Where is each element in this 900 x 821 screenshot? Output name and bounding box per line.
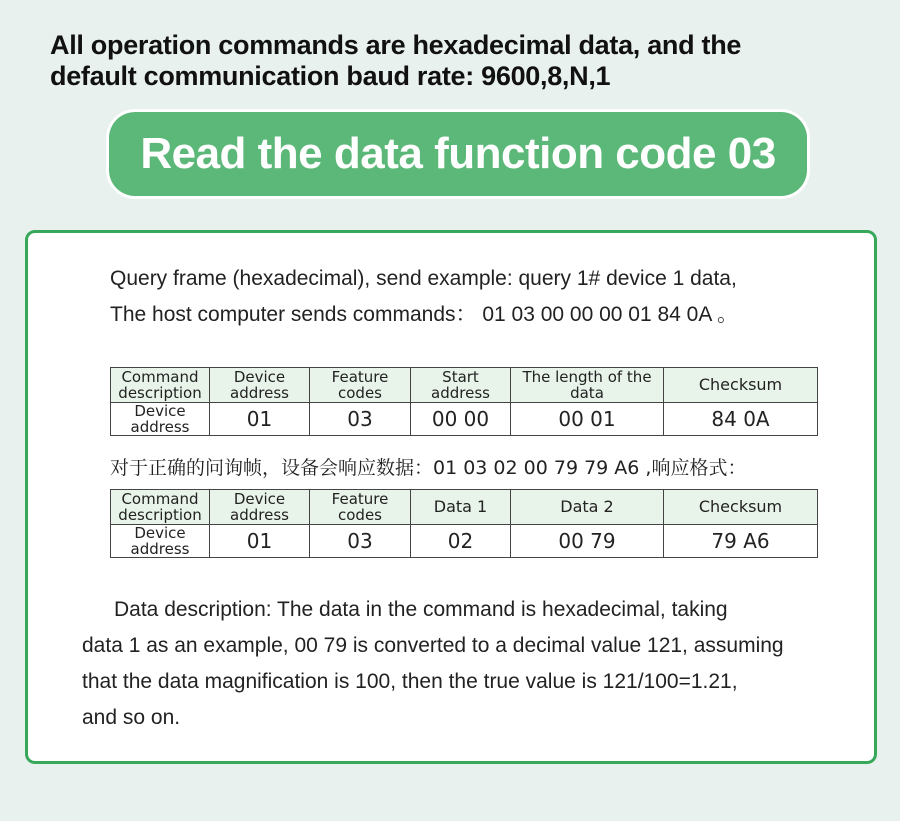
description-line-2: data 1 as an example, 00 79 is converted to a decimal value 121, assuming	[82, 634, 784, 657]
query-frame-table	[110, 367, 818, 436]
table-row	[111, 525, 818, 558]
table-header-cell: The length of the data	[511, 368, 664, 403]
table-cell: 02	[411, 525, 511, 558]
table-header-cell: Feature codes	[310, 490, 411, 525]
table-header-cell: Checksum	[664, 490, 818, 525]
table-cell: 00 79	[511, 525, 664, 558]
intro-heading-line-2: default communication baud rate: 9600,8,N,1	[50, 61, 611, 91]
table-header-cell: Command description	[111, 368, 210, 403]
section-title-banner	[109, 112, 807, 196]
query-frame-text	[110, 261, 738, 333]
table-header-cell: Command description	[111, 490, 210, 525]
table-header-cell: Data 1	[411, 490, 511, 525]
table-cell: 01	[210, 525, 310, 558]
table-header-cell: Device address	[210, 368, 310, 403]
table-cell: Device address	[111, 525, 210, 558]
table-cell: 01	[210, 403, 310, 436]
table-header-cell: Checksum	[664, 368, 818, 403]
table-cell: 00 01	[511, 403, 664, 436]
description-line-4: and so on.	[82, 706, 181, 729]
table-header-cell: Device address	[210, 490, 310, 525]
description-line-1: Data description: The data in the command is hexadecimal, taking	[114, 598, 728, 621]
table-cell: 79 A6	[664, 525, 818, 558]
table-cell: 03	[310, 403, 411, 436]
intro-heading	[50, 30, 850, 92]
section-title: Read the data function code 03	[140, 129, 776, 178]
table-cell: Device address	[111, 403, 210, 436]
table-header-cell: Feature codes	[310, 368, 411, 403]
table-header-cell: Start address	[411, 368, 511, 403]
data-description	[82, 592, 872, 736]
table-header-row	[111, 490, 818, 525]
query-line-2: The host computer sends commands： 01 03 00 00 00 01 84 0A 。	[110, 303, 739, 326]
response-frame-table	[110, 489, 818, 558]
response-format-text: 对于正确的问询帧，设备会响应数据：01 03 02 00 79 79 A6 ,响应格式：	[110, 457, 747, 479]
description-line-3: that the data magnification is 100, then the true value is 121/100=1.21,	[82, 670, 738, 693]
table-header-row	[111, 368, 818, 403]
table-row	[111, 403, 818, 436]
content-card	[25, 230, 877, 764]
table-header-cell: Data 2	[511, 490, 664, 525]
table-cell: 84 0A	[664, 403, 818, 436]
intro-heading-line-1: All operation commands are hexadecimal data, and the	[50, 30, 742, 60]
table-cell: 00 00	[411, 403, 511, 436]
query-line-1: Query frame (hexadecimal), send example: query 1# device 1 data,	[110, 267, 737, 290]
table-cell: 03	[310, 525, 411, 558]
